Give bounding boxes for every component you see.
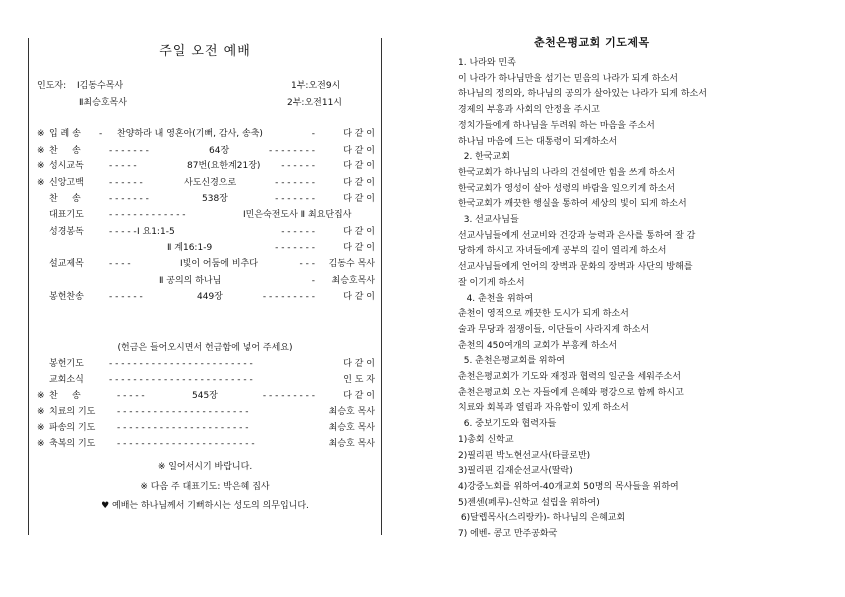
order-row: [37, 193, 375, 206]
order-dashes: - - - - -: [109, 161, 137, 171]
order-row: [37, 160, 375, 173]
order-right: 다 같 이: [343, 391, 375, 401]
order-mark: ※: [37, 439, 45, 449]
prayer-line: 경제의 부흥과 사회의 안정을 주시고: [458, 105, 600, 116]
order-dashes: - - - - -: [117, 391, 145, 401]
prayer-line: 하나님 마음에 드는 대통령이 되게하소서: [458, 136, 618, 147]
order-dashes: - - - - - -: [109, 292, 143, 302]
prayer-line: 춘천은평교회가 기도와 재정과 협력의 일군을 세워주소서: [458, 372, 681, 382]
order-content: 사도신경으로: [184, 178, 237, 188]
order-right: 다 같 이: [343, 292, 375, 302]
order-item: 찬 송: [49, 391, 81, 401]
order-item: 교회소식: [49, 375, 84, 385]
order-row: [37, 242, 375, 255]
prayer-line: 이 나라가 하나님만을 섬기는 믿음의 나라가 되게 하소서: [458, 73, 678, 84]
order-row: [37, 209, 375, 222]
order-right: 최승호 목사: [328, 439, 375, 449]
order-content: 545장: [192, 391, 218, 401]
order-right: 다 같 이: [343, 194, 375, 204]
order-content: Ⅰ빛이 어둠에 비추다: [180, 259, 258, 269]
order-mark: ※: [37, 129, 45, 139]
prayer-line: 6)달렙목사(스리랑카)- 하나님의 은혜교회: [458, 513, 626, 524]
order-content: 87번(요한계21장): [187, 161, 261, 171]
worship-order-panel: [28, 38, 382, 535]
prayer-line: 한국교회가 깨끗한 행실을 통하여 세상의 빛이 되게 하소서: [458, 199, 687, 210]
order-item: 신앙고백: [49, 178, 84, 188]
order-dashes-2: - - - - - -: [281, 161, 315, 171]
order-dashes-2: - - - - - -: [281, 227, 315, 237]
order-item: 찬 송: [49, 194, 81, 204]
order-content: Ⅰ민은숙전도사 Ⅱ 최요단집사: [243, 210, 352, 220]
stand-note: ※ 일어서시기 바랍니다.: [157, 462, 253, 472]
order-content: 538장: [202, 194, 228, 204]
prayer-line: 술과 무당과 점쟁이들, 이단들이 사라지게 하소서: [458, 324, 650, 335]
order-row: [37, 226, 375, 239]
order-dashes: - - - - - - - - - - - - - - - - - - - - - -: [117, 407, 249, 417]
prayer-line: 당하게 하시고 자녀들에게 공부의 길이 열리게 하소서: [458, 246, 667, 257]
prayer-line: 2. 한국교회: [458, 152, 510, 163]
order-dashes: - - - - - - - - - - - - - - - - - - - - - -: [117, 423, 249, 433]
order-row: [37, 358, 375, 371]
order-item: 봉헌기도: [49, 359, 84, 369]
order-item: 찬 송: [49, 146, 81, 156]
order-row: [37, 291, 375, 304]
order-row: [37, 406, 375, 419]
order-row: [37, 422, 375, 435]
service-time-1: 1부:오전9시: [291, 81, 341, 91]
order-content: Ⅱ 계16:1-9: [167, 243, 213, 253]
order-dashes-2: - - - - - - -: [275, 178, 315, 188]
order-item: 축복의 기도: [49, 439, 96, 449]
order-dashes-2: - - - - - - - - -: [262, 292, 315, 302]
prayer-line: 춘천의 450여개의 교회가 부흥케 하소서: [458, 340, 618, 351]
prayer-line: 6. 중보기도와 협력자들: [458, 419, 557, 430]
order-item: 설교제목: [49, 259, 84, 269]
prayer-line: 하나님의 정의와, 하나님의 공의가 살아있는 나라가 되게 하소서: [458, 89, 707, 100]
order-dashes: - - - - - - - - - - - - - - - - - - - - - - - -: [109, 359, 253, 369]
order-dashes-2: - - - - - - -: [275, 243, 315, 253]
order-dashes-2: -: [311, 129, 315, 139]
order-item: 대표기도: [49, 210, 84, 220]
order-row: [37, 275, 375, 288]
order-row: [37, 390, 375, 403]
order-dashes: - - - - - - - - - - - - - - - - - - - - - - -: [117, 439, 255, 449]
prayer-line: 5)젠센(페루)-신학교 설립을 위하여): [458, 497, 600, 508]
order-dashes-2: - - - - - - - -: [268, 146, 315, 156]
order-dashes: - - - - - - - - - - - - -: [109, 210, 186, 220]
order-right: 다 같 이: [343, 243, 375, 253]
order-right: 다 같 이: [343, 227, 375, 237]
order-mark: ※: [37, 391, 45, 401]
order-right: 최승호 목사: [328, 407, 375, 417]
worship-title: 주일 오전 예배: [159, 44, 251, 59]
prayer-line: 선교사님들에게 선교비와 건강과 능력과 은사를 통하여 잘 감: [458, 230, 696, 241]
duty-note: ♥ 예배는 하나님께서 기뻐하시는 성도의 의무입니다.: [101, 501, 309, 511]
order-dashes-2: -: [311, 276, 315, 286]
order-row: [37, 258, 375, 271]
order-right: 김동수 목사: [328, 259, 375, 269]
order-right: 다 같 이: [343, 146, 375, 156]
prayer-line: 3. 선교사님들: [458, 215, 519, 225]
order-dashes: - - - - - - -: [109, 146, 149, 156]
prayer-line: 선교사님들에게 언어의 장벽과 문화의 장벽과 사단의 방해를: [458, 262, 693, 273]
order-dashes: - - - -: [109, 259, 131, 269]
prayer-line: 4. 춘천을 위하여: [458, 293, 534, 304]
order-right: 다 같 이: [343, 161, 375, 171]
order-dashes-2: - - - - - - -: [275, 194, 315, 204]
order-content: Ⅰ 요1:1-5: [137, 227, 175, 237]
prayer-line: 1)총회 신학교: [458, 434, 514, 445]
prayer-line: 3)필리핀 김재순선교사(딸락): [458, 466, 573, 477]
order-right: 인 도 자: [343, 375, 375, 385]
prayer-line: 2)필리핀 박노현선교사(타클로반): [458, 450, 591, 461]
prayer-line: 춘천이 영적으로 깨끗한 도시가 되게 하소서: [458, 309, 629, 320]
order-right: 최승호 목사: [328, 423, 375, 433]
order-right: 최승호목사: [331, 276, 375, 286]
order-item: 봉헌찬송: [49, 292, 84, 302]
prayer-line: 한국교회가 영성이 살아 성령의 바람을 일으키게 하소서: [458, 183, 676, 194]
order-dashes-2: - - - - - - - - -: [262, 391, 315, 401]
order-dashes: - - - - - - - - - - - - - - - - - - - - - - - -: [109, 375, 253, 385]
prayer-line: 정치가들에게 하나님을 두려워 하는 마음을 주소서: [458, 120, 655, 131]
order-mark: ※: [37, 178, 45, 188]
prayer-line: 잘 이기게 하소서: [458, 277, 525, 288]
order-item: 입 례 송: [49, 129, 81, 139]
order-row: [37, 438, 375, 451]
order-content: 찬양하라 내 영혼아(기뻐, 감사, 송축): [117, 129, 263, 139]
presider-2: Ⅱ최승호목사: [79, 98, 127, 108]
service-time-2: 2부:오전11시: [287, 98, 342, 108]
order-content: Ⅱ 공의의 하나님: [159, 276, 222, 286]
order-item: 파송의 기도: [49, 423, 96, 433]
prayer-topics-title: 춘천은평교회 기도제목: [534, 36, 650, 49]
order-row: [37, 374, 375, 387]
order-right: 다 같 이: [343, 129, 375, 139]
prayer-line: 5. 춘천은평교회를 위하여: [458, 356, 565, 367]
order-item: 성경봉독: [49, 227, 84, 237]
prayer-line: 1. 나라와 민족: [458, 58, 516, 68]
order-right: 다 같 이: [343, 359, 375, 369]
order-mark: ※: [37, 423, 45, 433]
order-row: [37, 128, 375, 141]
offering-note: (헌금은 들어오시면서 헌금함에 넣어 주세요): [117, 343, 293, 353]
order-item: 성시교독: [49, 161, 84, 171]
order-content: 64장: [209, 146, 230, 156]
order-item: 치료의 기도: [49, 407, 96, 417]
prayer-line: 7) 에벤- 콩고 만주공화국: [458, 529, 558, 539]
prayer-line: 치료와 회복과 열림과 자유함이 있게 하소서: [458, 403, 629, 414]
prayer-line: 4)강중노회를 위하여-40개교회 50명의 목사들을 위하여: [458, 481, 679, 492]
prayer-line: 한국교회가 하나님의 나라의 건설에만 힘을 쓰게 하소서: [458, 167, 676, 178]
order-dashes: - - - - - -: [109, 178, 143, 188]
order-dashes: - - - - -: [109, 227, 137, 237]
prayer-topics-panel: [448, 32, 808, 552]
order-right: 다 같 이: [343, 178, 375, 188]
order-mark: ※: [37, 146, 45, 156]
order-content: 449장: [197, 292, 223, 302]
presider-1: Ⅰ김동수목사: [77, 81, 124, 91]
order-dashes: -: [99, 129, 103, 139]
presider-label: 인도자:: [37, 81, 67, 91]
order-row: [37, 145, 375, 158]
order-mark: ※: [37, 407, 45, 417]
order-row: [37, 177, 375, 190]
prayer-line: 춘천은평교회 오는 자들에게 은혜와 평강으로 함께 하시고: [458, 387, 684, 398]
next-prayer-note: ※ 다음 주 대표기도: 박은혜 집사: [140, 482, 270, 492]
order-mark: ※: [37, 161, 45, 171]
order-dashes: - - - - - - -: [109, 194, 149, 204]
order-dashes-2: - - -: [299, 259, 315, 269]
